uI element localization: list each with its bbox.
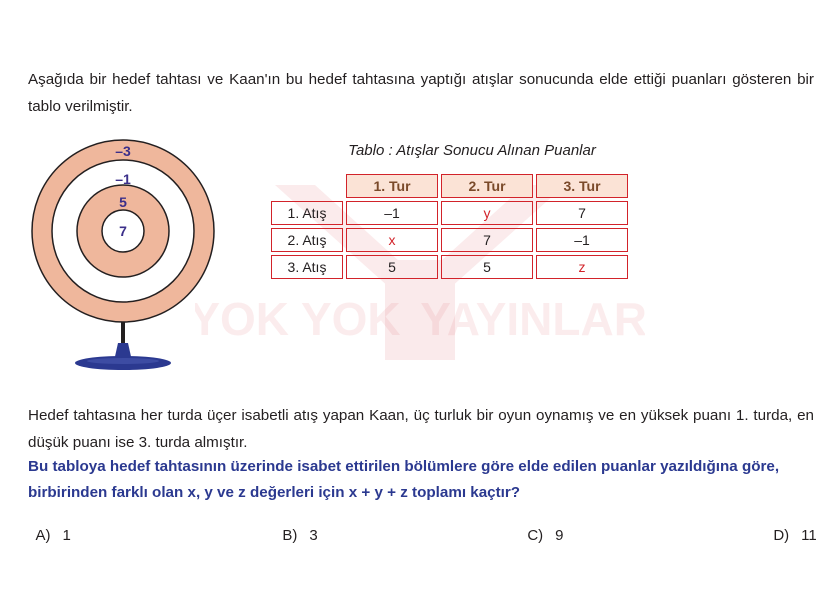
table-cell: 7 — [441, 228, 533, 252]
option-value: 9 — [555, 527, 564, 544]
column-header: 3. Tur — [536, 174, 628, 198]
table-row — [271, 228, 628, 252]
ring-value-third: 5 — [119, 194, 127, 210]
table-cell-variable-z: z — [536, 255, 628, 279]
table-cell: 5 — [441, 255, 533, 279]
table-cell-variable-x: x — [346, 228, 438, 252]
option-label: C) — [527, 527, 544, 544]
table-header-row — [271, 174, 628, 198]
watermark-left: YOK YOK — [195, 293, 401, 345]
row-header: 3. Atış — [271, 255, 343, 279]
option-value: 11 — [801, 527, 817, 544]
option-b[interactable] — [274, 510, 318, 544]
row-header: 1. Atış — [271, 201, 343, 225]
table-row — [271, 255, 628, 279]
table-cell: –1 — [346, 201, 438, 225]
option-c[interactable] — [519, 510, 564, 544]
row-header: 2. Atış — [271, 228, 343, 252]
table-cell: 5 — [346, 255, 438, 279]
column-header: 2. Tur — [441, 174, 533, 198]
table-cell: 7 — [536, 201, 628, 225]
target-board — [28, 135, 228, 375]
option-label: A) — [35, 527, 51, 544]
table-corner — [271, 174, 343, 198]
option-value: 3 — [309, 527, 318, 544]
ring-value-bullseye: 7 — [119, 223, 127, 239]
option-d[interactable] — [765, 510, 817, 544]
score-table — [268, 171, 631, 282]
column-header: 1. Tur — [346, 174, 438, 198]
option-a[interactable] — [28, 510, 71, 544]
intro-text: Aşağıda bir hedef tahtası ve Kaan'ın bu hedef tahtasına yaptığı atışlar sonucunda elde ettiği puanları gösteren bir tablo verilmiştir. — [28, 71, 814, 115]
target-pole — [121, 322, 125, 346]
option-label: D) — [773, 527, 790, 544]
ring-value-outer: –3 — [115, 143, 131, 159]
watermark-right: YAYINLARI — [420, 293, 645, 345]
problem-description: Hedef tahtasına her turda üçer isabetli atış yapan Kaan, üç turluk bir oyun oynamış ve en yüksek puanı 1. turda, en düşük puanı ise 3. turda almıştır. — [28, 407, 814, 451]
table-row — [271, 201, 628, 225]
table-cell-variable-y: y — [441, 201, 533, 225]
option-label: B) — [282, 527, 298, 544]
question-text: Bu tabloya hedef tahtasının üzerinde isabet ettirilen bölümlere göre elde edilen puanlar yazıldığına göre, birbirinden farklı olan x, y ve z değerleri için x + y + z toplamı kaçtır? — [28, 458, 780, 501]
table-caption: Tablo : Atışlar Sonucu Alınan Puanlar — [348, 142, 596, 159]
table-cell: –1 — [536, 228, 628, 252]
ring-value-second: –1 — [115, 171, 131, 187]
option-value: 1 — [62, 527, 71, 544]
